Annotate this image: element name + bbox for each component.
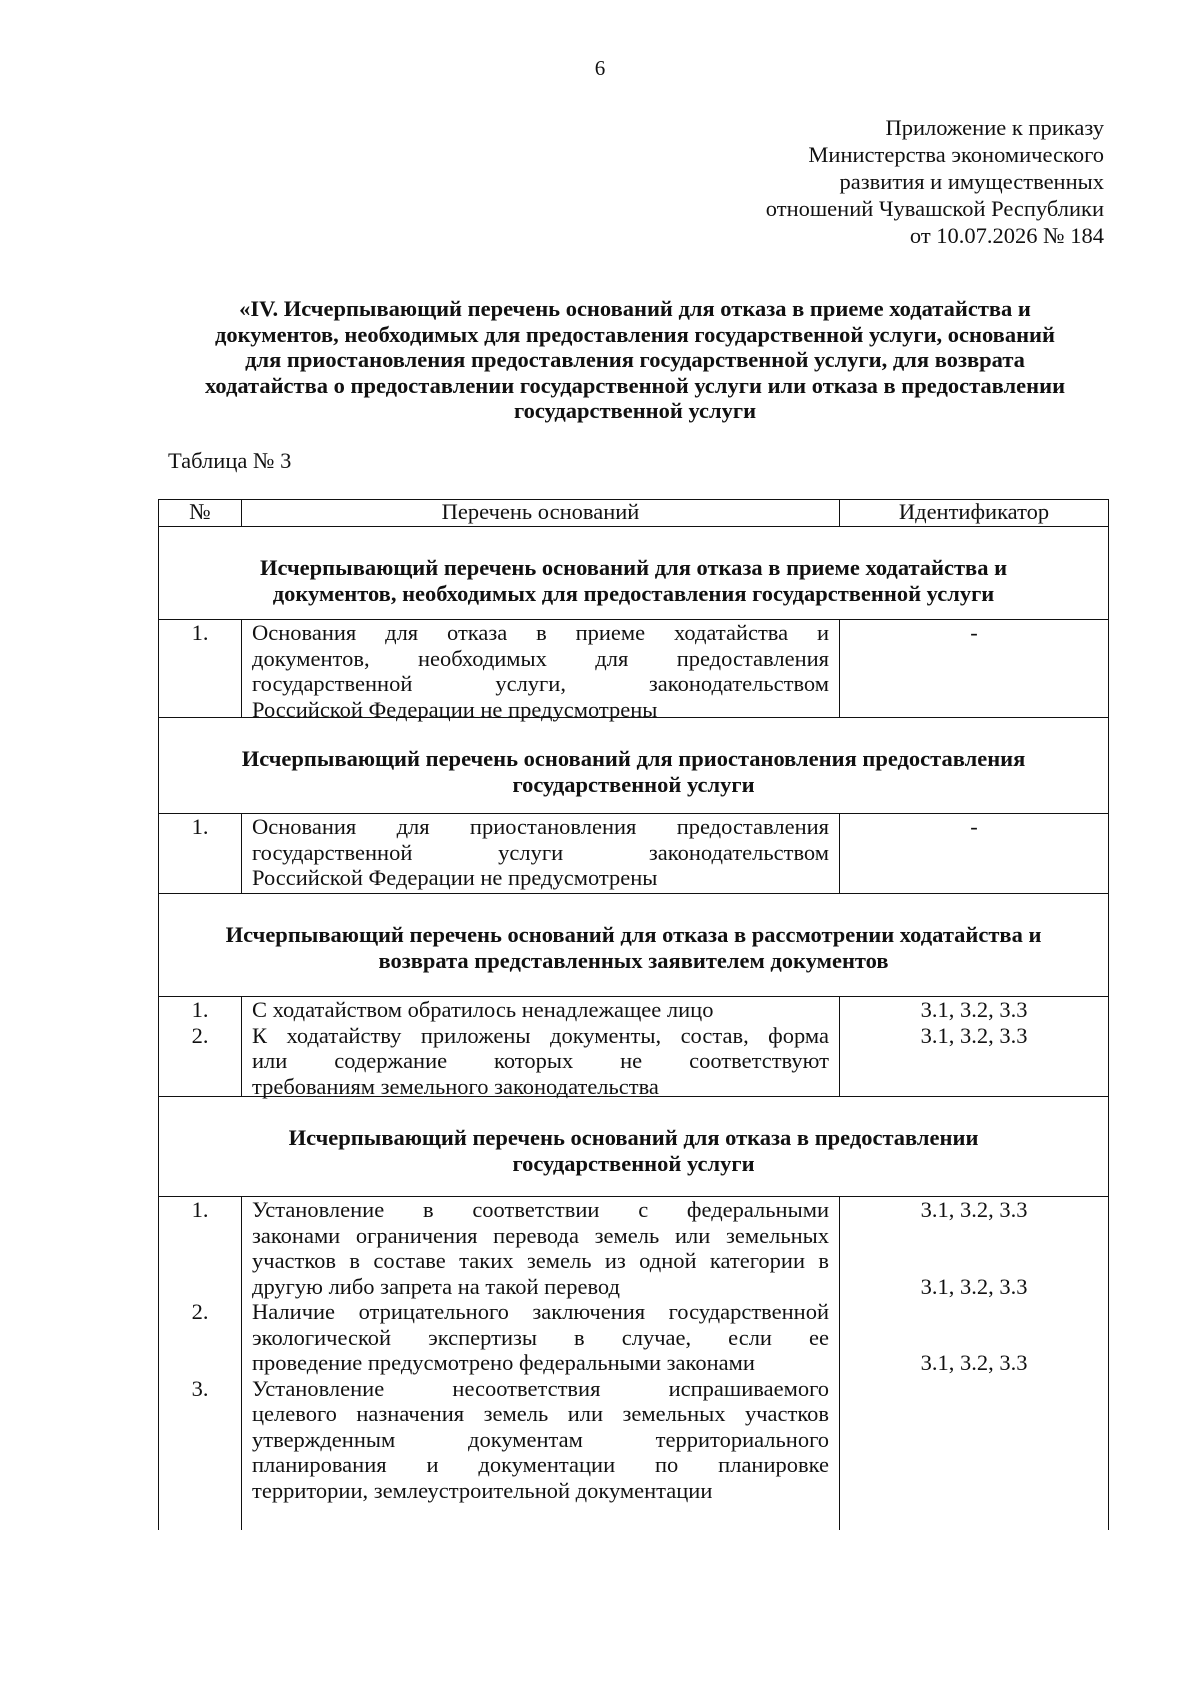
row-number: 2.	[191, 1022, 209, 1048]
row-text-line: другую либо запрета на такой перевод	[252, 1273, 620, 1299]
row-text-line: Наличие отрицательного заключения государственной	[252, 1299, 829, 1324]
section-title-refusal-provision	[158, 1097, 1109, 1197]
row-identifier: -	[970, 620, 978, 645]
heading-line: для приостановления предоставления государственной услуги, для возврата	[245, 347, 1025, 372]
appendix-line: развития и имущественных	[839, 169, 1104, 194]
row-id-cell	[840, 1197, 1108, 1530]
row-text-line: планирования и документации по планировке	[252, 1452, 829, 1477]
section-title-line: возврата представленных заявителем документов	[378, 947, 889, 973]
heading-line: документов, необходимых для предоставления государственной услуги, оснований	[215, 321, 1055, 347]
section-title-line: Исчерпывающий перечень оснований для отказа в приеме ходатайства и	[259, 555, 1008, 580]
row-number-spacer	[159, 1325, 241, 1376]
row-text-line: Основания для отказа в приеме ходатайства и	[252, 620, 829, 645]
row-text-line: государственной услуги законодательством	[252, 839, 829, 865]
row-text-line: Установление несоответствия испрашиваемого	[252, 1375, 829, 1401]
row-identifier: 3.1, 3.2, 3.3	[920, 1197, 1028, 1222]
row-number-cell	[159, 997, 242, 1096]
appendix-block	[674, 114, 1104, 249]
section-title-suspension	[158, 718, 1109, 814]
section-heading	[150, 296, 1120, 424]
header-text: Перечень оснований	[242, 500, 840, 526]
row-id-cell	[840, 997, 1108, 1096]
row-text-line: К ходатайству приложены документы, состав, форма	[252, 1022, 829, 1048]
row-number: 3.	[191, 1375, 209, 1401]
row-number: 1.	[191, 1197, 209, 1222]
row-text-cell	[242, 814, 840, 893]
row-text-line: требованиям земельного законодательства	[252, 1073, 659, 1099]
row-text-line: участков в составе таких земель из одной категории в	[252, 1248, 829, 1273]
row-number-cell	[159, 620, 242, 717]
table-row	[158, 620, 1109, 722]
table-row	[158, 814, 1109, 894]
row-text-line: Российской Федерации не предусмотрены	[252, 696, 658, 722]
row-number-cell	[159, 814, 242, 893]
row-text-line: экологической экспертизы в случае, если ее	[252, 1324, 829, 1350]
row-text-line: Установление в соответствии с федеральными	[252, 1197, 829, 1222]
grounds-table	[158, 499, 1109, 1530]
table-header-row	[158, 499, 1109, 527]
row-text-line: целевого назначения земель или земельных участков	[252, 1401, 829, 1426]
row-identifier: -	[970, 814, 978, 839]
row-text-line: или содержание которых не соответствуют	[252, 1048, 829, 1073]
row-identifier-spacer	[840, 1223, 1108, 1274]
appendix-line: отношений Чувашской Республики	[765, 196, 1104, 221]
row-text-line: утвержденным документам территориального	[252, 1426, 829, 1452]
row-id-cell	[840, 814, 1108, 893]
table-caption: Таблица № 3	[168, 448, 292, 473]
row-number: 1.	[191, 997, 209, 1022]
row-identifier: 3.1, 3.2, 3.3	[920, 1273, 1028, 1299]
row-id-cell	[840, 620, 1108, 717]
row-identifier-spacer	[840, 1299, 1108, 1350]
page-number: 6	[594, 56, 606, 80]
row-text-line: Основания для приостановления предоставления	[252, 814, 829, 839]
row-text-line: государственной услуги, законодательством	[252, 671, 829, 696]
section-title-line: Исчерпывающий перечень оснований для приостановления предоставления	[241, 746, 1026, 771]
appendix-line: Приложение к приказу	[885, 115, 1104, 140]
row-identifier: 3.1, 3.2, 3.3	[920, 997, 1028, 1022]
row-text-line: законами ограничения перевода земель или земельных	[252, 1222, 829, 1248]
row-text-cell	[242, 997, 840, 1099]
header-id: Идентификатор	[898, 500, 1050, 524]
section-title-line: Исчерпывающий перечень оснований для отказа в предоставлении	[288, 1125, 979, 1150]
heading-line: «IV. Исчерпывающий перечень оснований для отказа в приеме ходатайства и	[239, 296, 1031, 321]
row-identifier: 3.1, 3.2, 3.3	[920, 1350, 1028, 1375]
section-title-line: Исчерпывающий перечень оснований для отказа в рассмотрении ходатайства и	[225, 922, 1042, 947]
row-text-line: С ходатайством обратилось ненадлежащее лицо	[252, 997, 714, 1022]
table-row-group	[158, 1197, 1109, 1530]
row-text-line: проведение предусмотрено федеральными законами	[252, 1350, 755, 1375]
row-text-line: Российской Федерации не предусмотрены	[252, 865, 658, 890]
row-identifier: 3.1, 3.2, 3.3	[920, 1022, 1028, 1048]
row-text-cell	[242, 620, 840, 722]
appendix-line: Министерства экономического	[808, 142, 1104, 167]
section-title-line: государственной услуги	[512, 771, 755, 797]
row-text-line: территории, землеустроительной документации	[252, 1477, 713, 1503]
row-text-line: документов, необходимых для предоставления	[252, 645, 829, 671]
table-row-group	[158, 997, 1109, 1097]
section-title-line: государственной услуги	[512, 1150, 755, 1176]
section-title-line: документов, необходимых для предоставления государственной услуги	[272, 580, 995, 606]
row-number-spacer	[159, 1223, 241, 1300]
row-number: 1.	[191, 620, 209, 645]
row-number: 1.	[191, 814, 209, 839]
appendix-date-line: от 10.07.2026 № 184	[909, 223, 1104, 248]
section-title-return	[158, 894, 1109, 997]
row-number: 2.	[191, 1299, 209, 1324]
row-text-cell	[242, 1197, 840, 1530]
section-title-refusal-acceptance	[158, 527, 1109, 620]
header-num: №	[159, 500, 242, 526]
heading-line: ходатайства о предоставлении государственной услуги или отказа в предоставлении	[204, 372, 1066, 398]
heading-line: государственной услуги	[513, 398, 757, 423]
row-number-cell	[159, 1197, 242, 1530]
